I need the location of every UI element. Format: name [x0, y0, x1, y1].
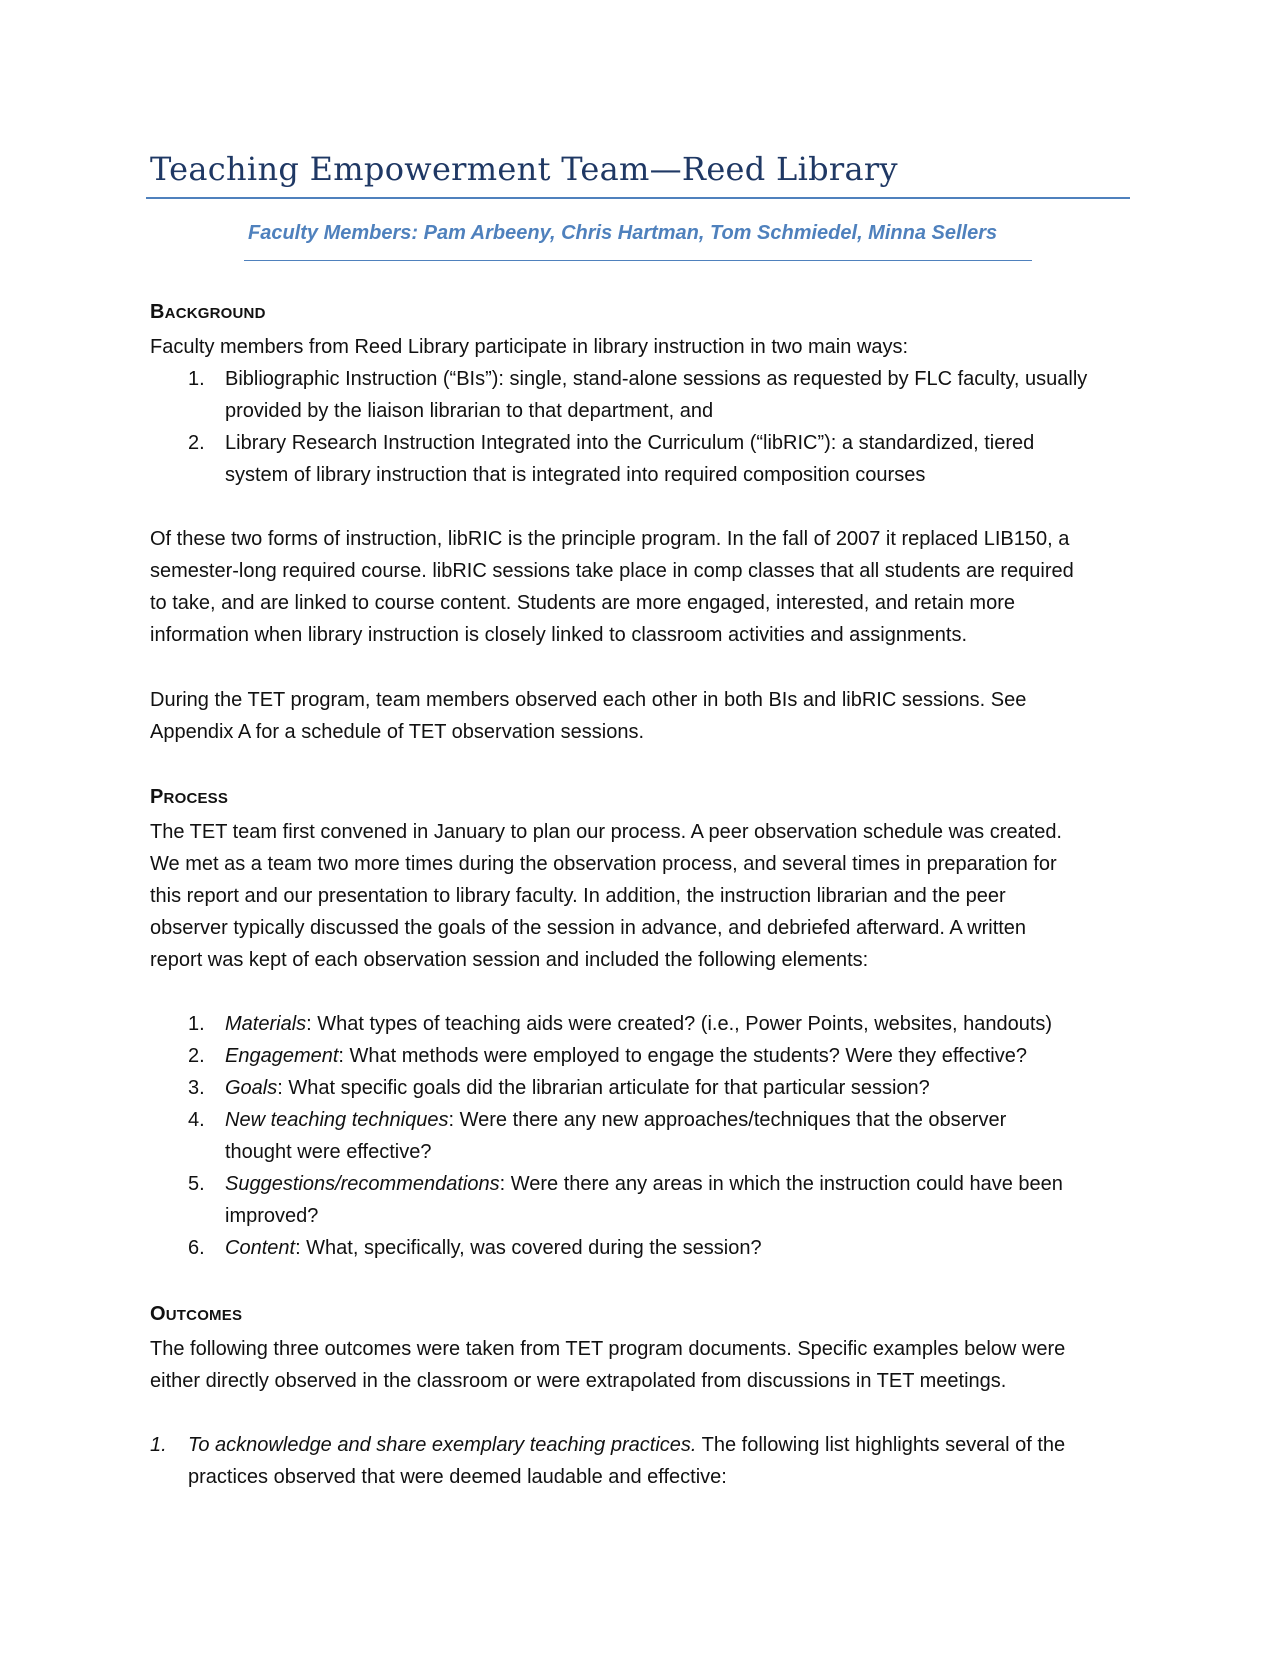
title-divider — [146, 197, 1130, 199]
background-heading: BACKGROUND — [150, 301, 266, 323]
background-paragraph-line: Of these two forms of instruction, libRIC is the principle program. In the fall of 2007 it replaced LIB150, a — [150, 528, 1070, 550]
subtitle-divider — [244, 260, 1032, 261]
process-list-item: Engagement: What methods were employed to engage the students? Were they effective? — [225, 1045, 1027, 1067]
background-list-item: Library Research Instruction Integrated into the Curriculum (“libRIC”): a standardized, tiered — [225, 432, 1035, 454]
background-list-item-cont: system of library instruction that is integrated into required composition courses — [225, 464, 926, 486]
background-list-number: 1. — [188, 368, 205, 390]
background-paragraph-line: During the TET program, team members observed each other in both BIs and libRIC sessions. See — [150, 689, 1027, 711]
process-list-number: 5. — [188, 1173, 205, 1195]
process-list-item: Suggestions/recommendations: Were there any areas in which the instruction could have been — [225, 1173, 1063, 1195]
process-paragraph-line: observer typically discussed the goals of the session in advance, and debriefed afterward. A written — [150, 917, 1027, 939]
background-intro: Faculty members from Reed Library participate in library instruction in two main ways: — [150, 336, 909, 358]
process-paragraph-line: We met as a team two more times during the observation process, and several times in preparation for — [150, 853, 1057, 875]
background-paragraph-line: semester-long required course. libRIC sessions take place in comp classes that all students are required — [150, 560, 1074, 582]
background-list-item-cont: provided by the liaison librarian to that department, and — [225, 400, 714, 422]
process-list-item-cont: thought were effective? — [225, 1141, 432, 1163]
background-list-item: Bibliographic Instruction (“BIs”): single, stand-alone sessions as requested by FLC faculty, usually — [225, 368, 1088, 390]
process-heading: PROCESS — [150, 786, 229, 808]
outcome-item-cont: practices observed that were deemed laudable and effective: — [188, 1466, 727, 1488]
outcomes-paragraph-line: The following three outcomes were taken from TET program documents. Specific examples below were — [150, 1338, 1066, 1360]
background-list-number: 2. — [188, 432, 205, 454]
process-list-number: 1. — [188, 1013, 205, 1035]
faculty-members-subtitle: Faculty Members: Pam Arbeeny, Chris Hartman, Tom Schmiedel, Minna Sellers — [248, 222, 998, 244]
process-paragraph-line: report was kept of each observation session and included the following elements: — [150, 949, 869, 971]
process-list-item: Content: What, specifically, was covered during the session? — [225, 1237, 762, 1259]
process-list-item: Materials: What types of teaching aids were created? (i.e., Power Points, websites, handouts) — [225, 1013, 1053, 1035]
process-list-number: 4. — [188, 1109, 205, 1131]
outcome-item: To acknowledge and share exemplary teaching practices. The following list highlights several of the — [188, 1434, 1066, 1456]
process-paragraph-line: this report and our presentation to library faculty. In addition, the instruction librarian and the peer — [150, 885, 1006, 907]
outcomes-heading: OUTCOMES — [150, 1303, 243, 1325]
process-list-number: 2. — [188, 1045, 205, 1067]
outcomes-paragraph-line: either directly observed in the classroom or were extrapolated from discussions in TET meetings. — [150, 1370, 1007, 1392]
process-list-item: New teaching techniques: Were there any new approaches/techniques that the observer — [225, 1109, 1007, 1131]
process-list-number: 3. — [188, 1077, 205, 1099]
document-title: Teaching Empowerment Team—Reed Library — [150, 150, 898, 188]
process-list-item: Goals: What specific goals did the librarian articulate for that particular session? — [225, 1077, 930, 1099]
background-paragraph-line: information when library instruction is closely linked to classroom activities and assignments. — [150, 624, 968, 646]
outcome-number: 1. — [150, 1434, 167, 1456]
background-paragraph-line: Appendix A for a schedule of TET observation sessions. — [150, 721, 645, 743]
process-list-item-cont: improved? — [225, 1205, 319, 1227]
process-paragraph-line: The TET team first convened in January to plan our process. A peer observation schedule was created. — [150, 821, 1062, 843]
background-paragraph-line: to take, and are linked to course content. Students are more engaged, interested, and retain more — [150, 592, 1015, 614]
process-list-number: 6. — [188, 1237, 205, 1259]
